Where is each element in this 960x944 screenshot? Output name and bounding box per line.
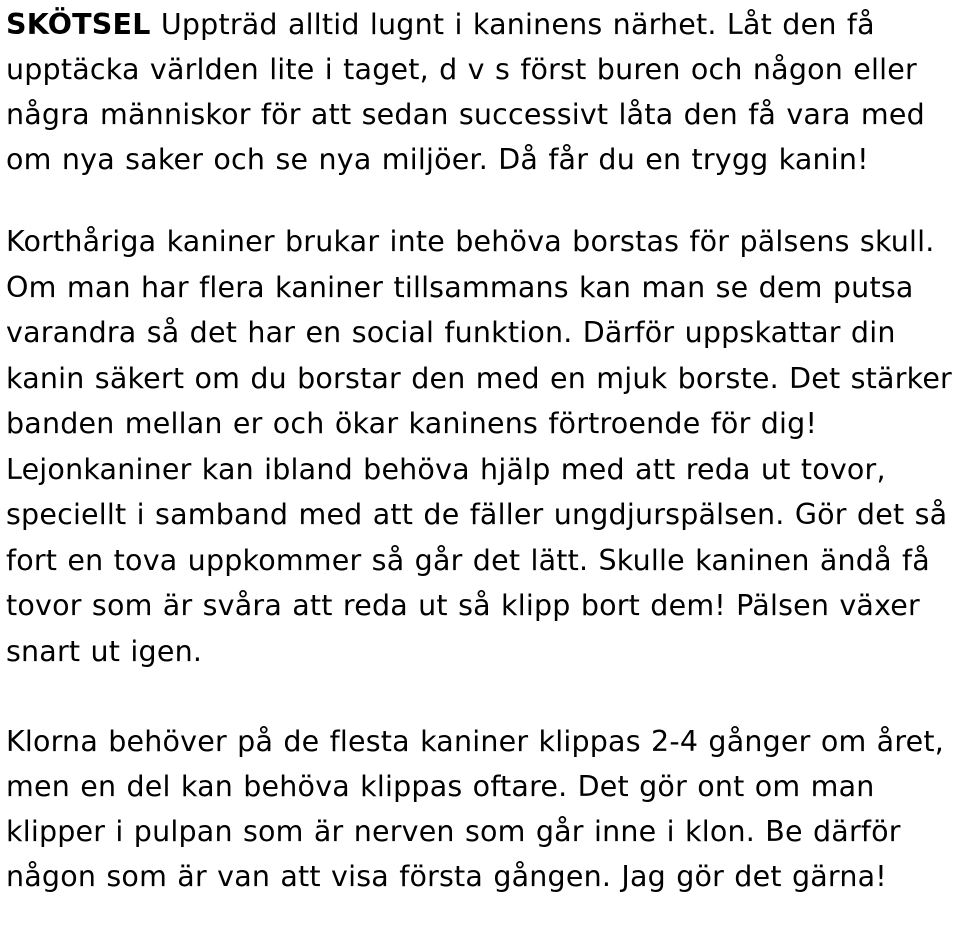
paragraph-claws: Klorna behöver på de flesta kaniner klippas 2-4 gånger om året, men en del kan behöva klippas oftare. Det gör ont om man klipper i pulpan som är nerven som går inne i klon. Be därför någon som är van att visa första gången. Jag gör det gärna! <box>6 725 945 893</box>
paragraph-care-intro-text: Uppträd alltid lugnt i kaninens närhet. Låt den få upptäcka världen lite i taget, d v s först buren och någon eller några människor för att sedan successivt låta den få vara med om nya saker och se nya miljöer. Då får du en trygg kanin! <box>6 8 925 176</box>
paragraph-grooming: Korthåriga kaniner brukar inte behöva borstas för pälsens skull. Om man har flera kaniner tillsammans kan man se dem putsa varandra så det har en social funktion. Därför uppskattar din kanin säkert om du borstar den med en mjuk borste. Det stärker banden mellan er och ökar kaninens förtroende för dig! Lejonkaniner kan ibland behöva hjälp med att reda ut tovor, speciellt i samband med att de fäller ungdjurspälsen. Gör det så fort en tova uppkommer så går det lätt. Skulle kaninen ändå få tovor som är svåra att reda ut så klipp bort dem! Pälsen växer snart ut igen. <box>6 225 952 668</box>
section-heading: SKÖTSEL <box>6 8 151 41</box>
paragraph-care-intro <box>6 2 958 182</box>
